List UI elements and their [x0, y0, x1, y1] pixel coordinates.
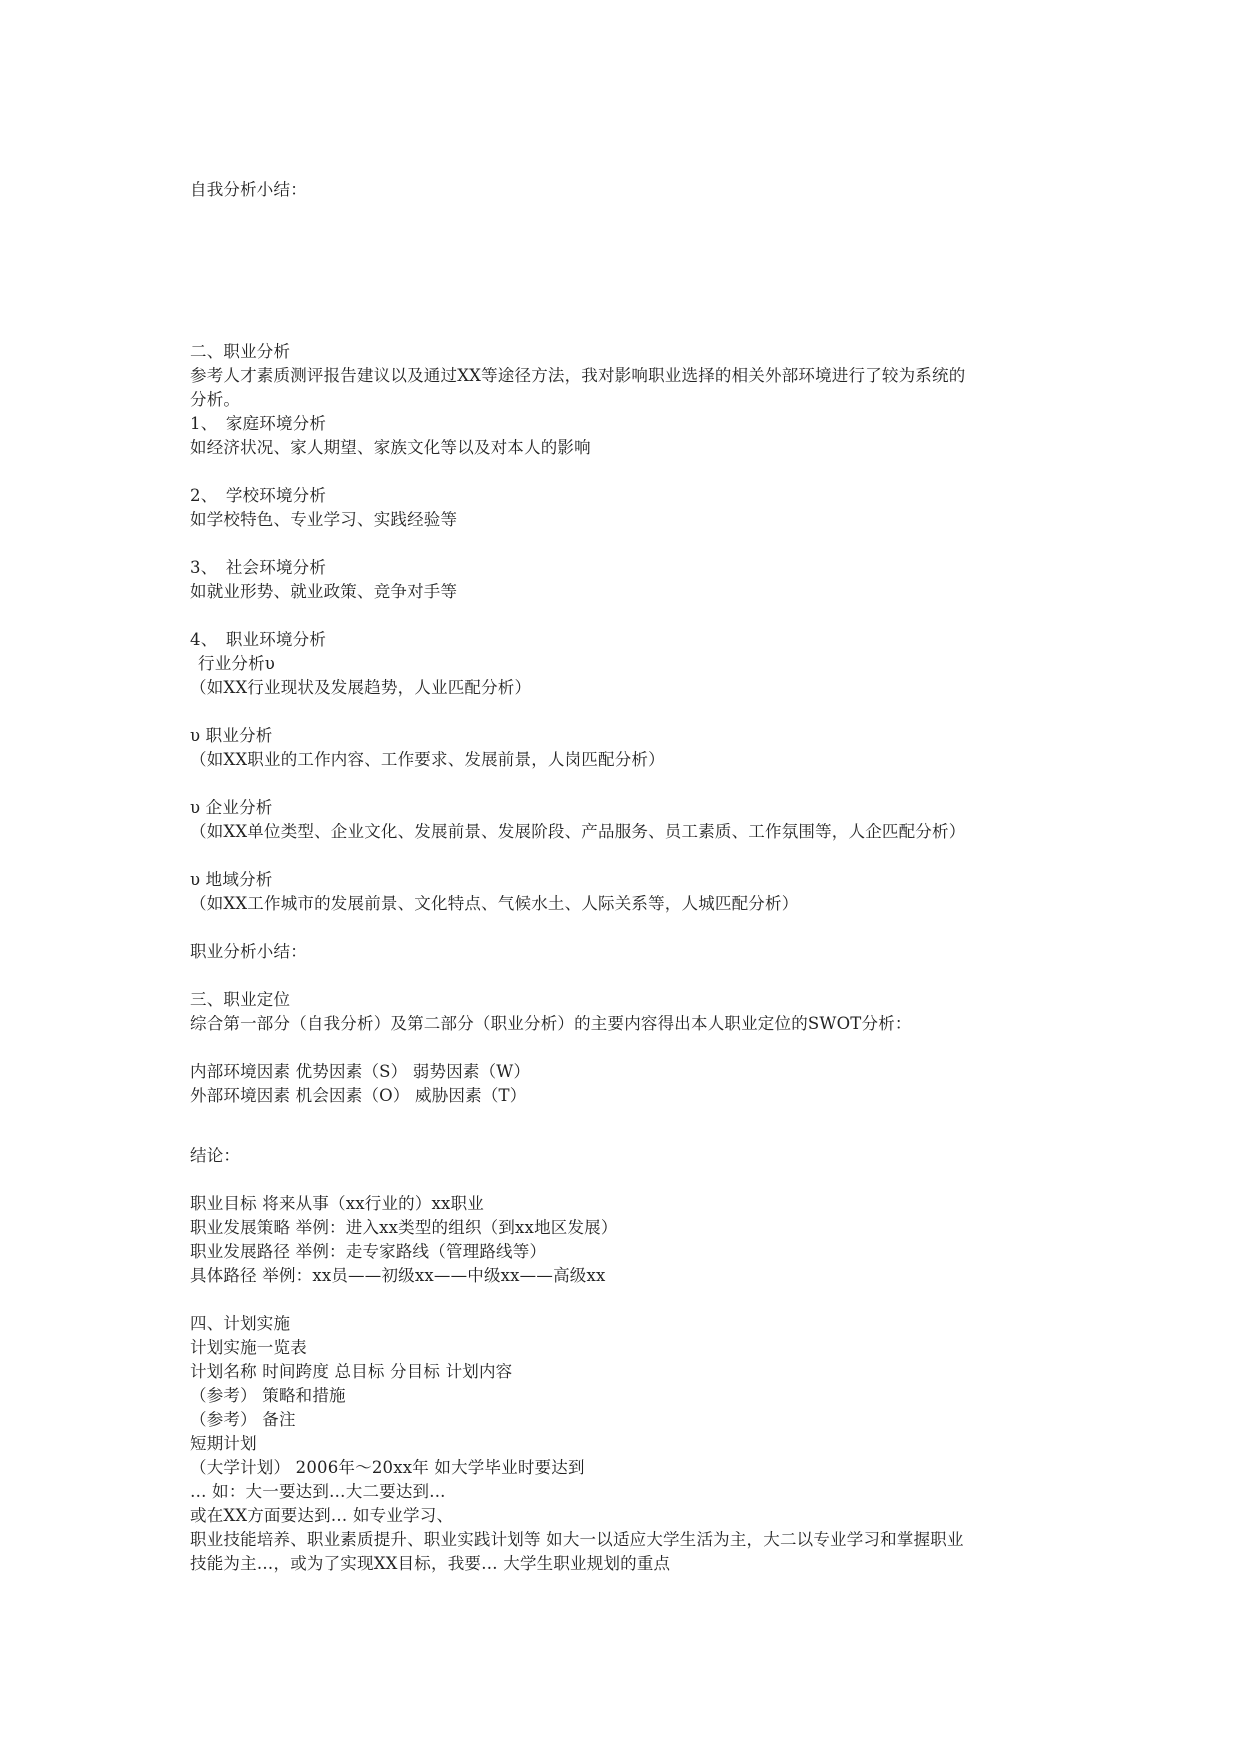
- plan-skills-line1: 职业技能培养、职业素质提升、职业实践计划等 如大一以适应大学生活为主，大二以专业学习和掌握职业: [190, 1530, 964, 1549]
- plan-table-title: 计划实施一览表: [190, 1338, 307, 1357]
- career-summary-label: 职业分析小结：: [190, 942, 307, 961]
- region-analysis-title: υ 地域分析: [190, 870, 273, 889]
- social-env-title: 3、 社会环境分析: [190, 558, 327, 577]
- job-analysis-title: υ 职业分析: [190, 726, 273, 745]
- career-path: 职业发展路径 举例：走专家路线（管理路线等）: [190, 1242, 547, 1261]
- plan-example: … 如：大一要达到…大二要达到...: [190, 1482, 446, 1501]
- section2-intro-line2: 分析。: [190, 390, 241, 409]
- school-env-title: 2、 学校环境分析: [190, 486, 327, 505]
- self-summary-label: 自我分析小结：: [190, 180, 307, 199]
- section3-heading: 三、职业定位: [190, 990, 291, 1009]
- conclusion-label: 结论：: [190, 1146, 241, 1165]
- industry-analysis-desc: （如XX行业现状及发展趋势，人业匹配分析）: [190, 678, 532, 697]
- reference-notes: （参考） 备注: [190, 1410, 296, 1429]
- family-env-desc: 如经济状况、家人期望、家族文化等以及对本人的影响: [190, 438, 591, 457]
- job-analysis-desc: （如XX职业的工作内容、工作要求、发展前景，人岗匹配分析）: [190, 750, 665, 769]
- section2-intro-line1: 参考人才素质测评报告建议以及通过XX等途径方法，我对影响职业选择的相关外部环境进行了较为系统的: [190, 366, 966, 385]
- section2-heading: 二、职业分析: [190, 342, 291, 361]
- career-goal: 职业目标 将来从事（xx行业的）xx职业: [190, 1194, 484, 1213]
- career-env-title: 4、 职业环境分析: [190, 630, 327, 649]
- plan-aspect: 或在XX方面要达到… 如专业学习、: [190, 1506, 454, 1525]
- short-term-plan: 短期计划: [190, 1434, 257, 1453]
- industry-analysis-title: 行业分析υ: [198, 654, 276, 673]
- region-analysis-desc: （如XX工作城市的发展前景、文化特点、气候水土、人际关系等，人城匹配分析）: [190, 894, 799, 913]
- college-plan: （大学计划） 2006年～20xx年 如大学毕业时要达到: [190, 1458, 585, 1477]
- company-analysis-title: υ 企业分析: [190, 798, 273, 817]
- section4-heading: 四、计划实施: [190, 1314, 291, 1333]
- reference-strategy: （参考） 策略和措施: [190, 1386, 346, 1405]
- swot-external-row: 外部环境因素 机会因素（O） 威胁因素（T）: [190, 1086, 527, 1105]
- plan-skills-line2: 技能为主…，或为了实现XX目标，我要… 大学生职业规划的重点: [190, 1554, 671, 1573]
- plan-table-header: 计划名称 时间跨度 总目标 分目标 计划内容: [190, 1362, 513, 1381]
- section3-intro: 综合第一部分（自我分析）及第二部分（职业分析）的主要内容得出本人职业定位的SWOT分析：: [190, 1014, 912, 1033]
- swot-internal-row: 内部环境因素 优势因素（S） 弱势因素（W）: [190, 1062, 531, 1081]
- family-env-title: 1、 家庭环境分析: [190, 414, 327, 433]
- social-env-desc: 如就业形势、就业政策、竞争对手等: [190, 582, 458, 601]
- concrete-path: 具体路径 举例：xx员——初级xx——中级xx——高级xx: [190, 1266, 606, 1285]
- school-env-desc: 如学校特色、专业学习、实践经验等: [190, 510, 458, 529]
- career-strategy: 职业发展策略 举例：进入xx类型的组织（到xx地区发展）: [190, 1218, 618, 1237]
- company-analysis-desc: （如XX单位类型、企业文化、发展前景、发展阶段、产品服务、员工素质、工作氛围等，人企匹配分析）: [190, 822, 966, 841]
